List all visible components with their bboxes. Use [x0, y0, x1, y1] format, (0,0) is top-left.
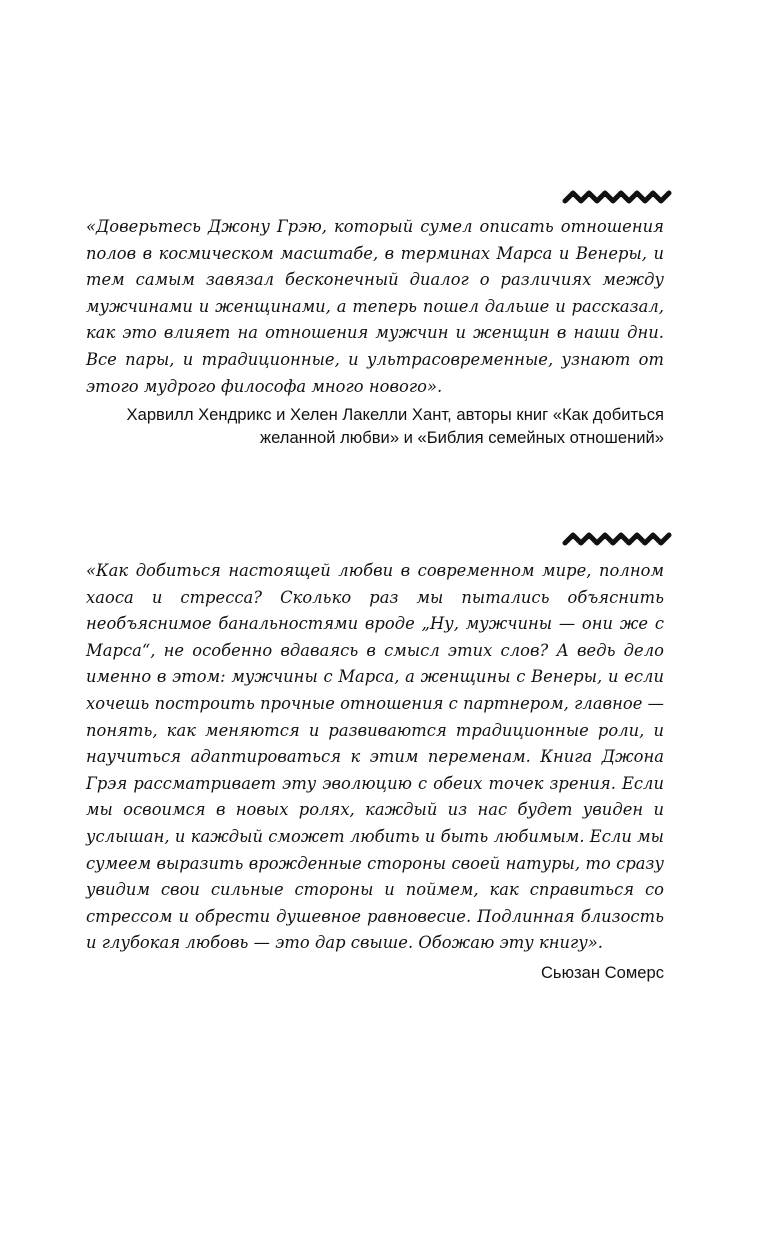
wave-ornament-icon — [562, 528, 672, 550]
testimonial-2 — [86, 528, 664, 984]
testimonial-author: Харвилл Хендрикс и Хелен Лакелли Хант, авторы книг «Как добиться желанной любви» и «Библия семейных отношений» — [126, 405, 664, 447]
wave-ornament-icon — [562, 186, 672, 208]
testimonial-quote: «Доверьтесь Джону Грэю, который сумел описать отношения полов в космическом масштабе, в терминах Марса и Венеры, и тем самым завязал бесконечный диалог о различиях между мужчинами и женщинами, а теперь пошел дальше и рассказал, как это влияет на отношения мужчин и женщин в наши дни. Все пары, и традиционные, и ультрасовременные, узнают от этого мудрого философа много нового». — [86, 217, 664, 396]
testimonial-author: Сьюзан Сомерс — [540, 962, 664, 982]
testimonial-quote: «Как добиться настоящей любви в современном мире, полном хаоса и стресса? Сколько раз мы пытались объяснить необъяснимое банальностями вроде „Ну, мужчины — они же с Марса“, не особенно вдаваясь в смысл этих слов? А ведь дело именно в этом: мужчины с Марса, а женщины с Венеры, и если хочешь построить прочные отношения с партнером, главное — понять, как меняются и развиваются традиционные роли, и научиться адаптироваться к этим переменам. Книга Джона Грэя рассматривает эту эволюцию с обеих точек зрения. Если мы освоимся в новых ролях, каждый из нас будет увиден и услышан, и каждый сможет любить и быть любимым. Если мы сумеем выразить врожденные стороны своей натуры, то сразу увидим свои сильные стороны и поймем, как справиться со стрессом и обрести душевное равновесие. Подлинная близость и глубокая любовь — это дар свыше. Обожаю эту книгу». — [86, 561, 664, 953]
testimonial-1 — [86, 186, 664, 449]
